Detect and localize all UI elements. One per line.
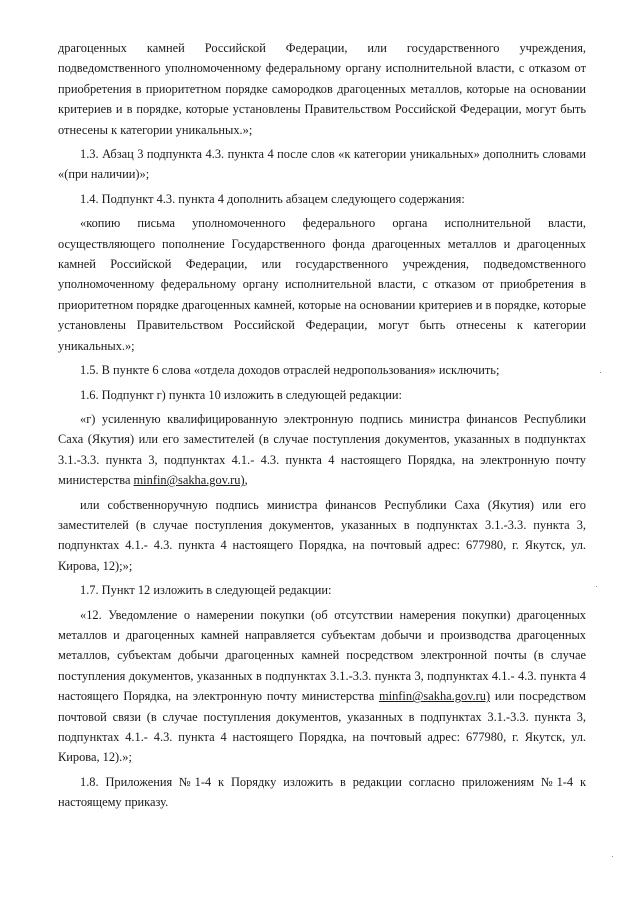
scan-speck bbox=[612, 856, 613, 857]
paragraph-subitem-g bbox=[58, 409, 586, 491]
paragraph-continuation bbox=[58, 38, 586, 140]
paragraph-1-3 bbox=[58, 144, 586, 185]
scan-speck bbox=[600, 372, 601, 373]
paragraph-text: «копию письма уполномоченного федерального органа исполнительной власти, осуществляющего пополнение Государственного фонда драгоценных металлов и драгоценных камней Российской Федерации, или государственного учреждения, подведомственного уполномоченному федеральному органу исполнительной власти, с отказом от приобретения в приоритетном порядке драгоценных камней, которые на основании критериев и в порядке, которые установлены Правительством Российской Федерации, могут быть отнесены к категории уникальных.»; bbox=[58, 216, 586, 353]
email-link[interactable]: minfin@sakha.gov.ru) bbox=[378, 689, 491, 704]
paragraph-text-tail: , bbox=[244, 473, 248, 488]
paragraph-text: 1.8. Приложения №1-4 к Порядку изложить в редакции согласно приложениям №1-4 к настоящему приказу. bbox=[58, 774, 586, 810]
paragraph-1-5 bbox=[58, 360, 586, 380]
paragraph-1-8 bbox=[58, 772, 586, 813]
paragraph-text: 1.5. В пункте 6 слова «отдела доходов отраслей недропользования» исключить; bbox=[80, 363, 500, 378]
paragraph-text: 1.6. Подпункт г) пункта 10 изложить в следующей редакции: bbox=[80, 387, 403, 402]
paragraph-text-tail: или посредством почтовой связи (в случае поступления документов, указанных в подпунктах 3.1.-3.3. пункта 3, подпунктах 4.1.- 4.3. пункта 4 настоящего Порядка, на почтовый адрес: 677980, г. Якутск, ул. Кирова, 12).»; bbox=[58, 689, 587, 765]
paragraph-text: драгоценных камней Российской Федерации, или государственного учреждения, подведомственного уполномоченному федеральному органу исполнительной власти, с отказом от приобретения в приоритетном порядке самородков драгоценных металлов, которые на основании критериев и в порядке, которые установлены Правительством Российской Федерации, могут быть отнесены к категории уникальных.»; bbox=[58, 41, 586, 137]
paragraph-1-7 bbox=[58, 580, 586, 600]
scan-speck bbox=[596, 586, 597, 587]
paragraph-quote-letter-copy bbox=[58, 213, 586, 356]
paragraph-text: «г) усиленную квалифицированную электронную подпись министра финансов Республики Саха (Якутия) или его заместителей (в случае поступления документов, указанных в подпунктах 3.1.-3.3. пункта 3, подпунктах 4.1.- 4.3. пункта 4 настоящего Порядка, на электронную почту министерства bbox=[58, 411, 586, 488]
paragraph-handwritten-signature bbox=[58, 495, 586, 577]
document-page bbox=[58, 38, 586, 817]
paragraph-1-4 bbox=[58, 189, 586, 209]
paragraph-item-12 bbox=[58, 605, 586, 768]
paragraph-text: 1.3. Абзац 3 подпункта 4.3. пункта 4 после слов «к категории уникальных» дополнить словами «(при наличии)»; bbox=[58, 147, 586, 182]
email-link[interactable]: minfin@sakha.gov.ru) bbox=[133, 473, 245, 488]
paragraph-text: или собственноручную подпись министра финансов Республики Саха (Якутия) или его заместителей (в случае поступления документов, указанных в подпунктах 3.1.-3.3. пункта 3, подпунктах 4.1.- 4.3. пункта 4 настоящего Порядка, на почтовый адрес: 677980, г. Якутск, ул. Кирова, 12);»; bbox=[58, 497, 586, 573]
paragraph-text: «12. Уведомление о намерении покупки (об отсутствии намерения покупки) драгоценных металлов и драгоценных камней направляется субъектам добычи и производства драгоценных металлов, субъектам добычи драгоценных камней посредством электронной почты (в случае поступления документов, указанных в подпунктах 3.1.-3.3. пункта 3, подпунктах 4.1.- 4.3. пункта 4 настоящего Порядка, на электронную почту министерства bbox=[58, 607, 586, 704]
paragraph-text: 1.7. Пункт 12 изложить в следующей редакции: bbox=[80, 583, 332, 598]
paragraph-text: 1.4. Подпункт 4.3. пункта 4 дополнить абзацем следующего содержания: bbox=[80, 191, 465, 206]
paragraph-1-6 bbox=[58, 385, 586, 405]
